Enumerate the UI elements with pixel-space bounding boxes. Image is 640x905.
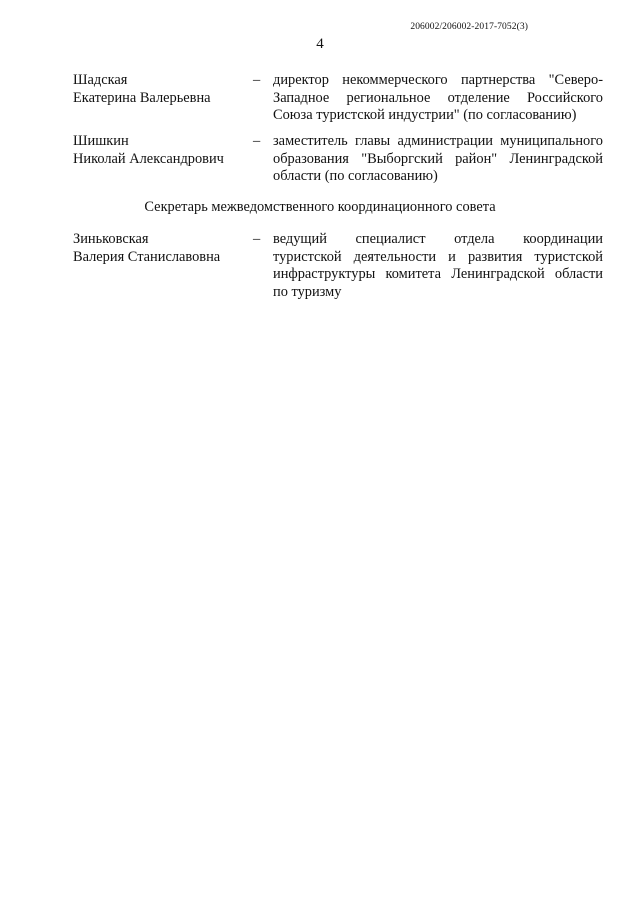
role-line: ведущий специалист отдела координации: [273, 231, 603, 247]
role-line: области (по согласованию): [273, 168, 438, 184]
member-name: [73, 231, 248, 266]
page-number: 4: [316, 36, 324, 52]
role-line: заместитель главы администрации муниципального: [273, 133, 603, 149]
role-line: по туризму: [273, 283, 342, 300]
role-line: образования "Выборгский район" Ленинградской: [273, 150, 603, 167]
dash-separator: –: [253, 231, 261, 247]
member-given-names: Валерия Станиславовна: [73, 248, 221, 265]
member-surname: Шишкин: [73, 133, 129, 149]
member-given-names: Екатерина Валерьевна: [73, 89, 211, 106]
dash-separator: –: [253, 72, 261, 88]
member-role: [273, 231, 603, 301]
member-surname: Зиньковская: [73, 231, 149, 247]
role-line: туристской деятельности и развития туристской: [273, 248, 603, 265]
document-id: 206002/206002-2017-7052(3): [410, 22, 528, 32]
section-title: Секретарь межведомственного координационного совета: [144, 199, 496, 215]
dash-separator: –: [253, 133, 261, 149]
member-name: [73, 72, 248, 107]
member-name: [73, 133, 248, 168]
role-line: директор некоммерческого партнерства "Северо-: [273, 72, 603, 88]
role-line: Союза туристской индустрии" (по согласованию): [273, 107, 577, 123]
role-line: Западное региональное отделение Российского: [273, 89, 603, 106]
member-role: [273, 72, 603, 125]
member-surname: Шадская: [73, 72, 128, 88]
member-role: [273, 133, 603, 186]
role-line: инфраструктуры комитета Ленинградской области: [273, 266, 603, 282]
member-given-names: Николай Александрович: [73, 150, 224, 167]
